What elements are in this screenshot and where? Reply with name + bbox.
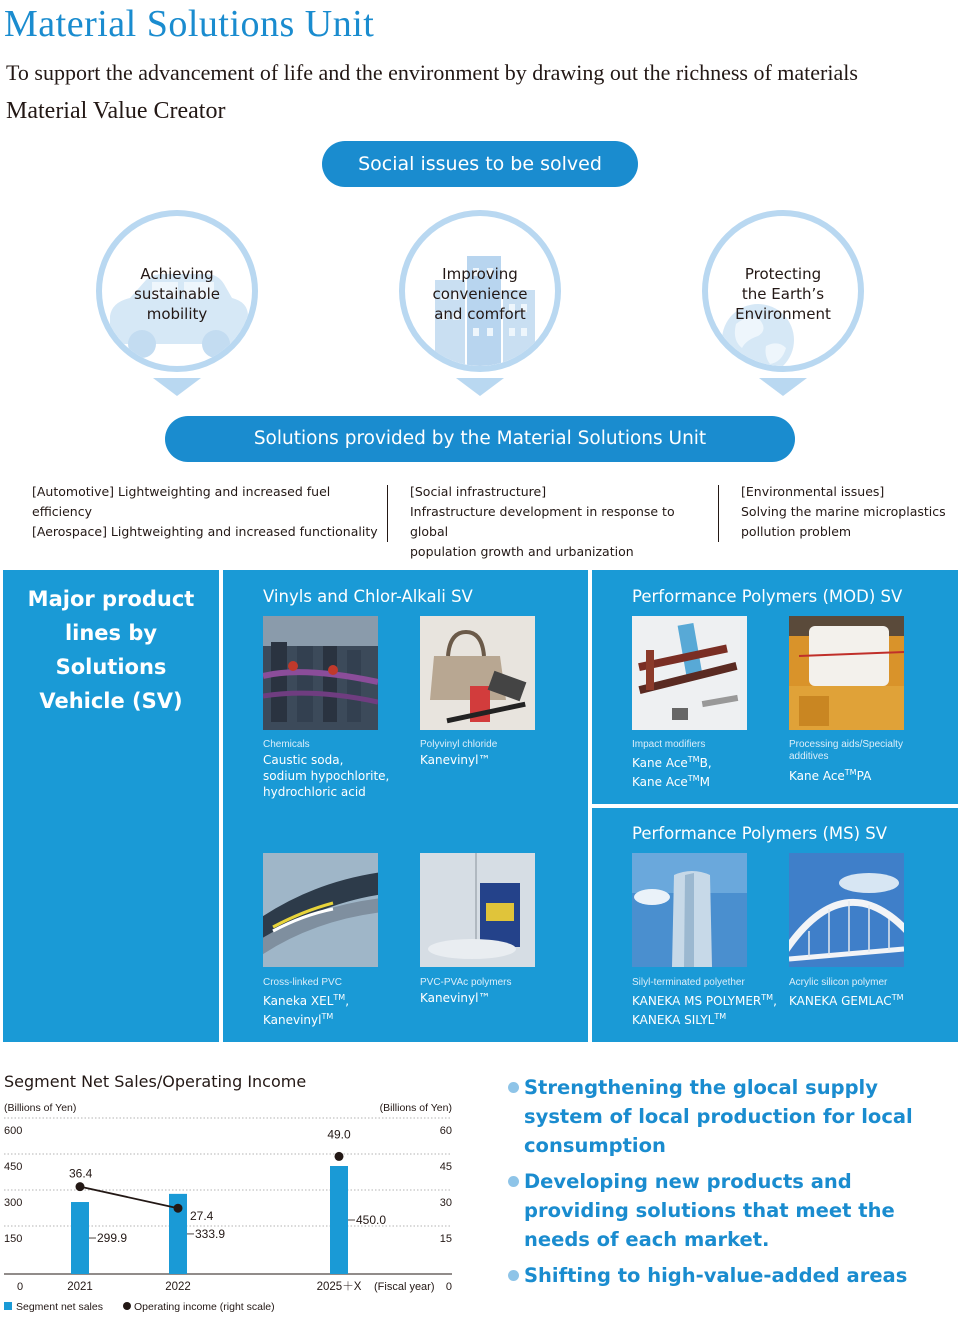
income-point	[174, 1204, 183, 1213]
product-name: Kane Ace™B, Kane Ace™M	[632, 755, 712, 789]
product-category: Impact modifiers	[632, 739, 706, 750]
pipes-photo	[632, 616, 747, 730]
income-value-label: 36.4	[69, 1166, 93, 1181]
product-name: Caustic soda, sodium hypochlorite, hydrochloric acid	[263, 753, 390, 799]
product-category: PVC-PVAc polymers	[420, 977, 512, 988]
major-product-heading: Major product lines by Solutions Vehicle (SV)	[27, 587, 195, 713]
income-value-label: 49.0	[327, 1127, 351, 1142]
liquid-drop-photo	[420, 853, 535, 967]
income-point	[76, 1182, 85, 1191]
right-tick-label: 45	[439, 1161, 452, 1173]
subtitle: Material Value Creator	[6, 98, 226, 124]
product-category: Cross-linked PVC	[263, 977, 342, 988]
product-name: Kane Ace™PA	[789, 768, 872, 783]
product-category: Silyl-terminated polyether	[632, 977, 745, 988]
strategy-item: Strengthening the glocal supply system of local production for local consumption	[508, 1073, 948, 1160]
right-axis-unit: (Billions of Yen)	[379, 1102, 452, 1114]
product-name: Kaneka XEL™, Kanevinyl™	[263, 993, 350, 1027]
sv-title-mod: Performance Polymers (MOD) SV	[632, 587, 903, 606]
x-axis-label: (Fiscal year)	[374, 1281, 435, 1293]
x-tick-label: 2022	[165, 1281, 191, 1293]
vinyl-goods-photo	[420, 616, 535, 730]
strategy-list	[508, 1073, 948, 1297]
left-tick-label: 450	[4, 1161, 23, 1173]
income-line-segment	[80, 1187, 178, 1209]
bullet-icon	[508, 1270, 519, 1281]
x-tick-label: 2021	[67, 1281, 93, 1293]
arrow-down-icon	[153, 378, 201, 396]
bar-value-label: 333.9	[195, 1226, 226, 1241]
left-axis-unit: (Billions of Yen)	[4, 1102, 77, 1114]
income-point	[335, 1152, 344, 1161]
legend-label-sales: Segment net sales	[16, 1301, 103, 1313]
legend-label-income: Operating income (right scale)	[134, 1301, 275, 1313]
film-roll-photo	[789, 616, 904, 730]
product-name: KANEKA MS POLYMER™, KANEKA SILYL™	[632, 993, 777, 1027]
x-tick-label: 2025＋X	[316, 1281, 362, 1293]
product-name: KANEKA GEMLAC™	[789, 993, 904, 1008]
arrow-down-icon	[759, 378, 807, 396]
right-tick-label: 0	[445, 1281, 452, 1293]
left-tick-label: 150	[4, 1233, 23, 1245]
product-category: Processing aids/Specialty additives	[789, 739, 903, 762]
issue-mobility-text: Achieving sustainable mobility	[134, 265, 220, 323]
left-tick-label: 600	[4, 1125, 23, 1137]
income-value-label: 27.4	[190, 1209, 214, 1224]
bridge-photo	[789, 853, 904, 967]
product-name: Kanevinyl™	[420, 991, 491, 1005]
chart-title: Segment Net Sales/Operating Income	[4, 1072, 307, 1091]
product-category: Acrylic silicon polymer	[789, 977, 888, 988]
issue-environment-text: Protecting the Earth’s Environment	[735, 265, 831, 323]
bullet-icon	[508, 1176, 519, 1187]
tagline: To support the advancement of life and the environment by drawing out the richness of materials	[6, 60, 858, 85]
bar-value-label: 450.0	[356, 1213, 387, 1227]
solution-infrastructure: [Social infrastructure] Infrastructure development in response to global population growth and urbanization	[410, 484, 675, 559]
issue-mobility-circle	[96, 210, 258, 372]
issue-comfort-circle	[399, 210, 561, 372]
sv-title-ms: Performance Polymers (MS) SV	[632, 824, 888, 843]
bar-value-label: 299.9	[97, 1231, 128, 1246]
strategy-item: Shifting to high-value-added areas	[508, 1261, 948, 1290]
issue-environment-circle	[702, 210, 864, 372]
skyscraper-photo	[632, 853, 747, 967]
cables-photo	[263, 853, 378, 967]
issue-comfort-text: Improving convenience and comfort	[432, 265, 528, 323]
divider	[387, 485, 388, 542]
solution-environment: [Environmental issues] Solving the marine microplastics pollution problem	[741, 484, 946, 539]
right-tick-label: 30	[439, 1197, 452, 1209]
solutions-banner: Solutions provided by the Material Solutions Unit	[165, 416, 795, 462]
bullet-icon	[508, 1082, 519, 1093]
segment-chart	[0, 1096, 470, 1318]
legend-swatch-sales	[4, 1302, 12, 1310]
solution-automotive: [Automotive] Lightweighting and increased fuel efficiency [Aerospace] Lightweighting and increased functionality	[32, 484, 378, 539]
sv-title-vinyls: Vinyls and Chlor-Alkali SV	[263, 587, 473, 606]
right-tick-label: 15	[439, 1233, 452, 1245]
strategy-item: Developing new products and providing solutions that meet the needs of each market.	[508, 1167, 948, 1254]
left-tick-label: 0	[17, 1281, 24, 1293]
right-tick-label: 60	[439, 1125, 452, 1137]
product-name: Kanevinyl™	[420, 753, 491, 767]
divider	[718, 485, 719, 542]
left-tick-label: 300	[4, 1197, 23, 1209]
bar	[330, 1166, 348, 1274]
page-title: Material Solutions Unit	[4, 3, 375, 45]
social-issues-banner: Social issues to be solved	[322, 141, 638, 187]
arrow-down-icon	[456, 378, 504, 396]
bar	[71, 1202, 89, 1274]
product-category: Polyvinyl chloride	[420, 739, 498, 750]
product-category: Chemicals	[263, 739, 310, 750]
legend-swatch-income	[123, 1302, 131, 1310]
chemical-plant-photo	[263, 616, 378, 730]
